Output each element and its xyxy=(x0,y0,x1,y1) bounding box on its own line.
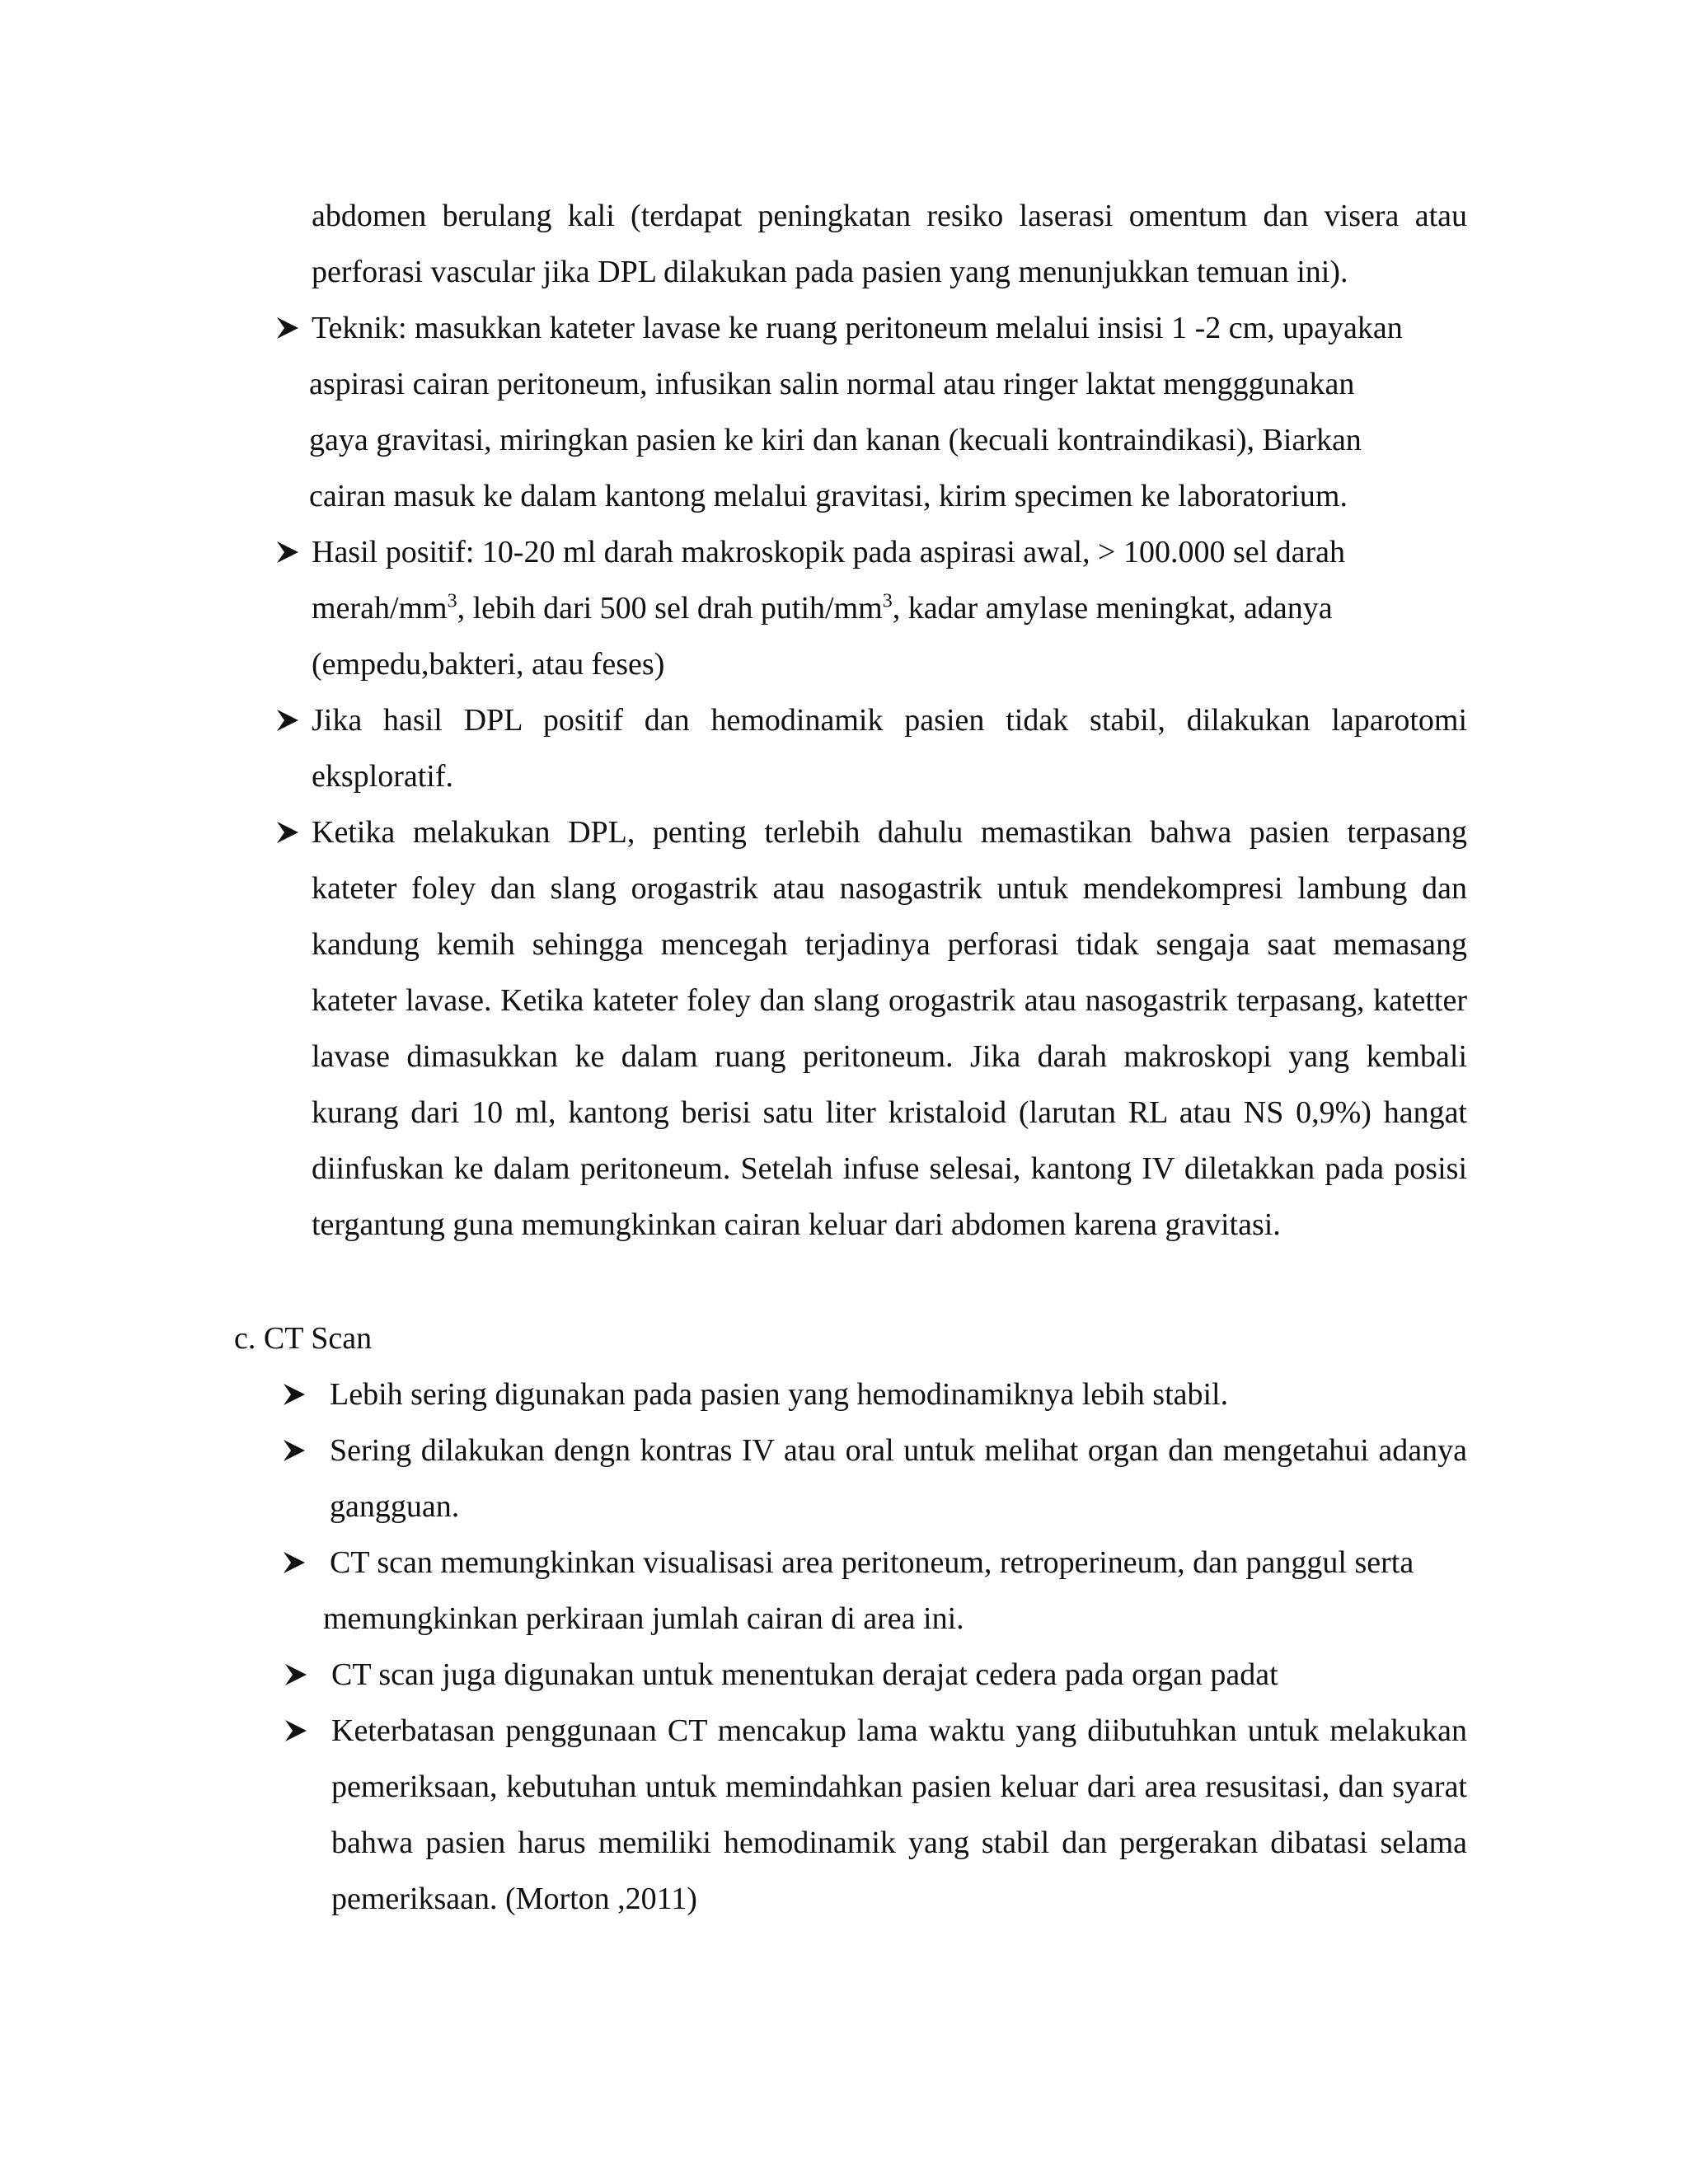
arrowhead-bullet-icon xyxy=(275,692,303,748)
dpl-item-teknik xyxy=(309,300,1467,524)
section-heading-ct-scan: c. CT Scan xyxy=(234,1321,373,1356)
hasil-text-a: merah/mm xyxy=(312,591,448,626)
hasil-text-b: , lebih dari 500 sel drah putih/mm xyxy=(457,591,883,626)
ct-keterbatasan-text: Keterbatasan penggunaan CT mencakup lama waktu yang diibutuhkan untuk melakukan pemeriksaan, kebutuhan untuk memindahkan pasien keluar dari area resusitasi, dan syarat bahwa pasien harus memiliki hemodinamik yang stabil dan pergerakan dibatasi selama pemeriksaan. (Morton ,2011) xyxy=(331,1713,1467,1916)
arrowhead-bullet-icon xyxy=(275,804,303,860)
arrowhead-bullet-icon xyxy=(284,1647,312,1703)
dpl-hasil-line-2 xyxy=(312,580,1467,636)
arrowhead-bullet-icon xyxy=(282,1535,310,1591)
ct-item-visualisasi xyxy=(323,1535,1467,1647)
ct-item-lebih-sering xyxy=(330,1366,1467,1422)
ct-visualisasi-line-2: memungkinkan perkiraan jumlah cairan di area ini. xyxy=(323,1601,964,1636)
ct-lebih-sering-text: Lebih sering digunakan pada pasien yang hemodinamiknya lebih stabil. xyxy=(330,1377,1229,1412)
ct-item-sering-dilakukan xyxy=(330,1422,1467,1535)
hasil-text-c: , kadar amylase meningkat, adanya xyxy=(892,591,1333,626)
dpl-jika-hasil-text: Jika hasil DPL positif dan hemodinamik pasien tidak stabil, dilakukan laparotomi eksploratif. xyxy=(312,703,1467,794)
superscript-3: 3 xyxy=(447,590,457,612)
arrowhead-bullet-icon xyxy=(282,1366,310,1422)
arrowhead-bullet-icon xyxy=(282,1422,310,1479)
dpl-teknik-line-1: Teknik: masukkan kateter lavase ke ruang peritoneum melalui insisi 1 -2 cm, upayakan xyxy=(312,311,1403,345)
dpl-hasil-line-1: Hasil positif: 10-20 ml darah makroskopik pada aspirasi awal, > 100.000 sel darah xyxy=(312,535,1346,569)
ct-item-keterbatasan xyxy=(331,1703,1467,1927)
dpl-teknik-line-3: gaya gravitasi, miringkan pasien ke kiri dan kanan (kecuali kontraindikasi), Biarkan xyxy=(309,423,1362,457)
continuation-line-1: abdomen berulang kali (terdapat peningkatan resiko laserasi omentum dan visera atau xyxy=(312,199,1467,233)
superscript-3: 3 xyxy=(882,590,893,612)
arrowhead-bullet-icon xyxy=(284,1703,312,1759)
dpl-hasil-line-3: (empedu,bakteri, atau feses) xyxy=(312,647,665,682)
ct-derajat-cedera-text: CT scan juga digunakan untuk menentukan derajat cedera pada organ padat xyxy=(331,1657,1278,1692)
ct-item-derajat-cedera xyxy=(331,1647,1467,1703)
continuation-line-2: perforasi vascular jika DPL dilakukan pada pasien yang menunjukkan temuan ini). xyxy=(312,255,1348,289)
dpl-item-hasil-positif xyxy=(312,524,1467,692)
dpl-ketika-text: Ketika melakukan DPL, penting terlebih dahulu memastikan bahwa pasien terpasang kateter foley dan slang orogastrik atau nasogastrik untuk mendekompresi lambung dan kandung kemih sehingga mencegah terjadinya perforasi tidak sengaja saat memasang kateter lavase. Ketika kateter foley dan slang orogastrik atau nasogastrik terpasang, katetter lavase dimasukkan ke dalam ruang peritoneum. Jika darah makroskopi yang kembali kurang dari 10 ml, kantong berisi satu liter kristaloid (larutan RL atau NS 0,9%) hangat diinfuskan ke dalam peritoneum. Setelah infuse selesai, kantong IV diletakkan pada posisi tergantung guna memungkinkan cairan keluar dari abdomen karena gravitasi. xyxy=(312,815,1467,1242)
arrowhead-bullet-icon xyxy=(275,524,303,580)
continuation-paragraph xyxy=(312,188,1467,300)
arrowhead-bullet-icon xyxy=(275,300,303,356)
dpl-item-ketika-melakukan xyxy=(312,804,1467,1253)
dpl-teknik-line-2: aspirasi cairan peritoneum, infusikan salin normal atau ringer laktat mengggunakan xyxy=(309,367,1355,401)
ct-sering-dilakukan-text: Sering dilakukan dengn kontras IV atau oral untuk melihat organ dan mengetahui adanya gangguan. xyxy=(330,1433,1467,1524)
dpl-item-jika-hasil xyxy=(312,692,1467,804)
dpl-teknik-line-4: cairan masuk ke dalam kantong melalui gravitasi, kirim specimen ke laboratorium. xyxy=(309,479,1348,513)
ct-visualisasi-line-1: CT scan memungkinkan visualisasi area peritoneum, retroperineum, dan panggul serta xyxy=(330,1545,1414,1580)
